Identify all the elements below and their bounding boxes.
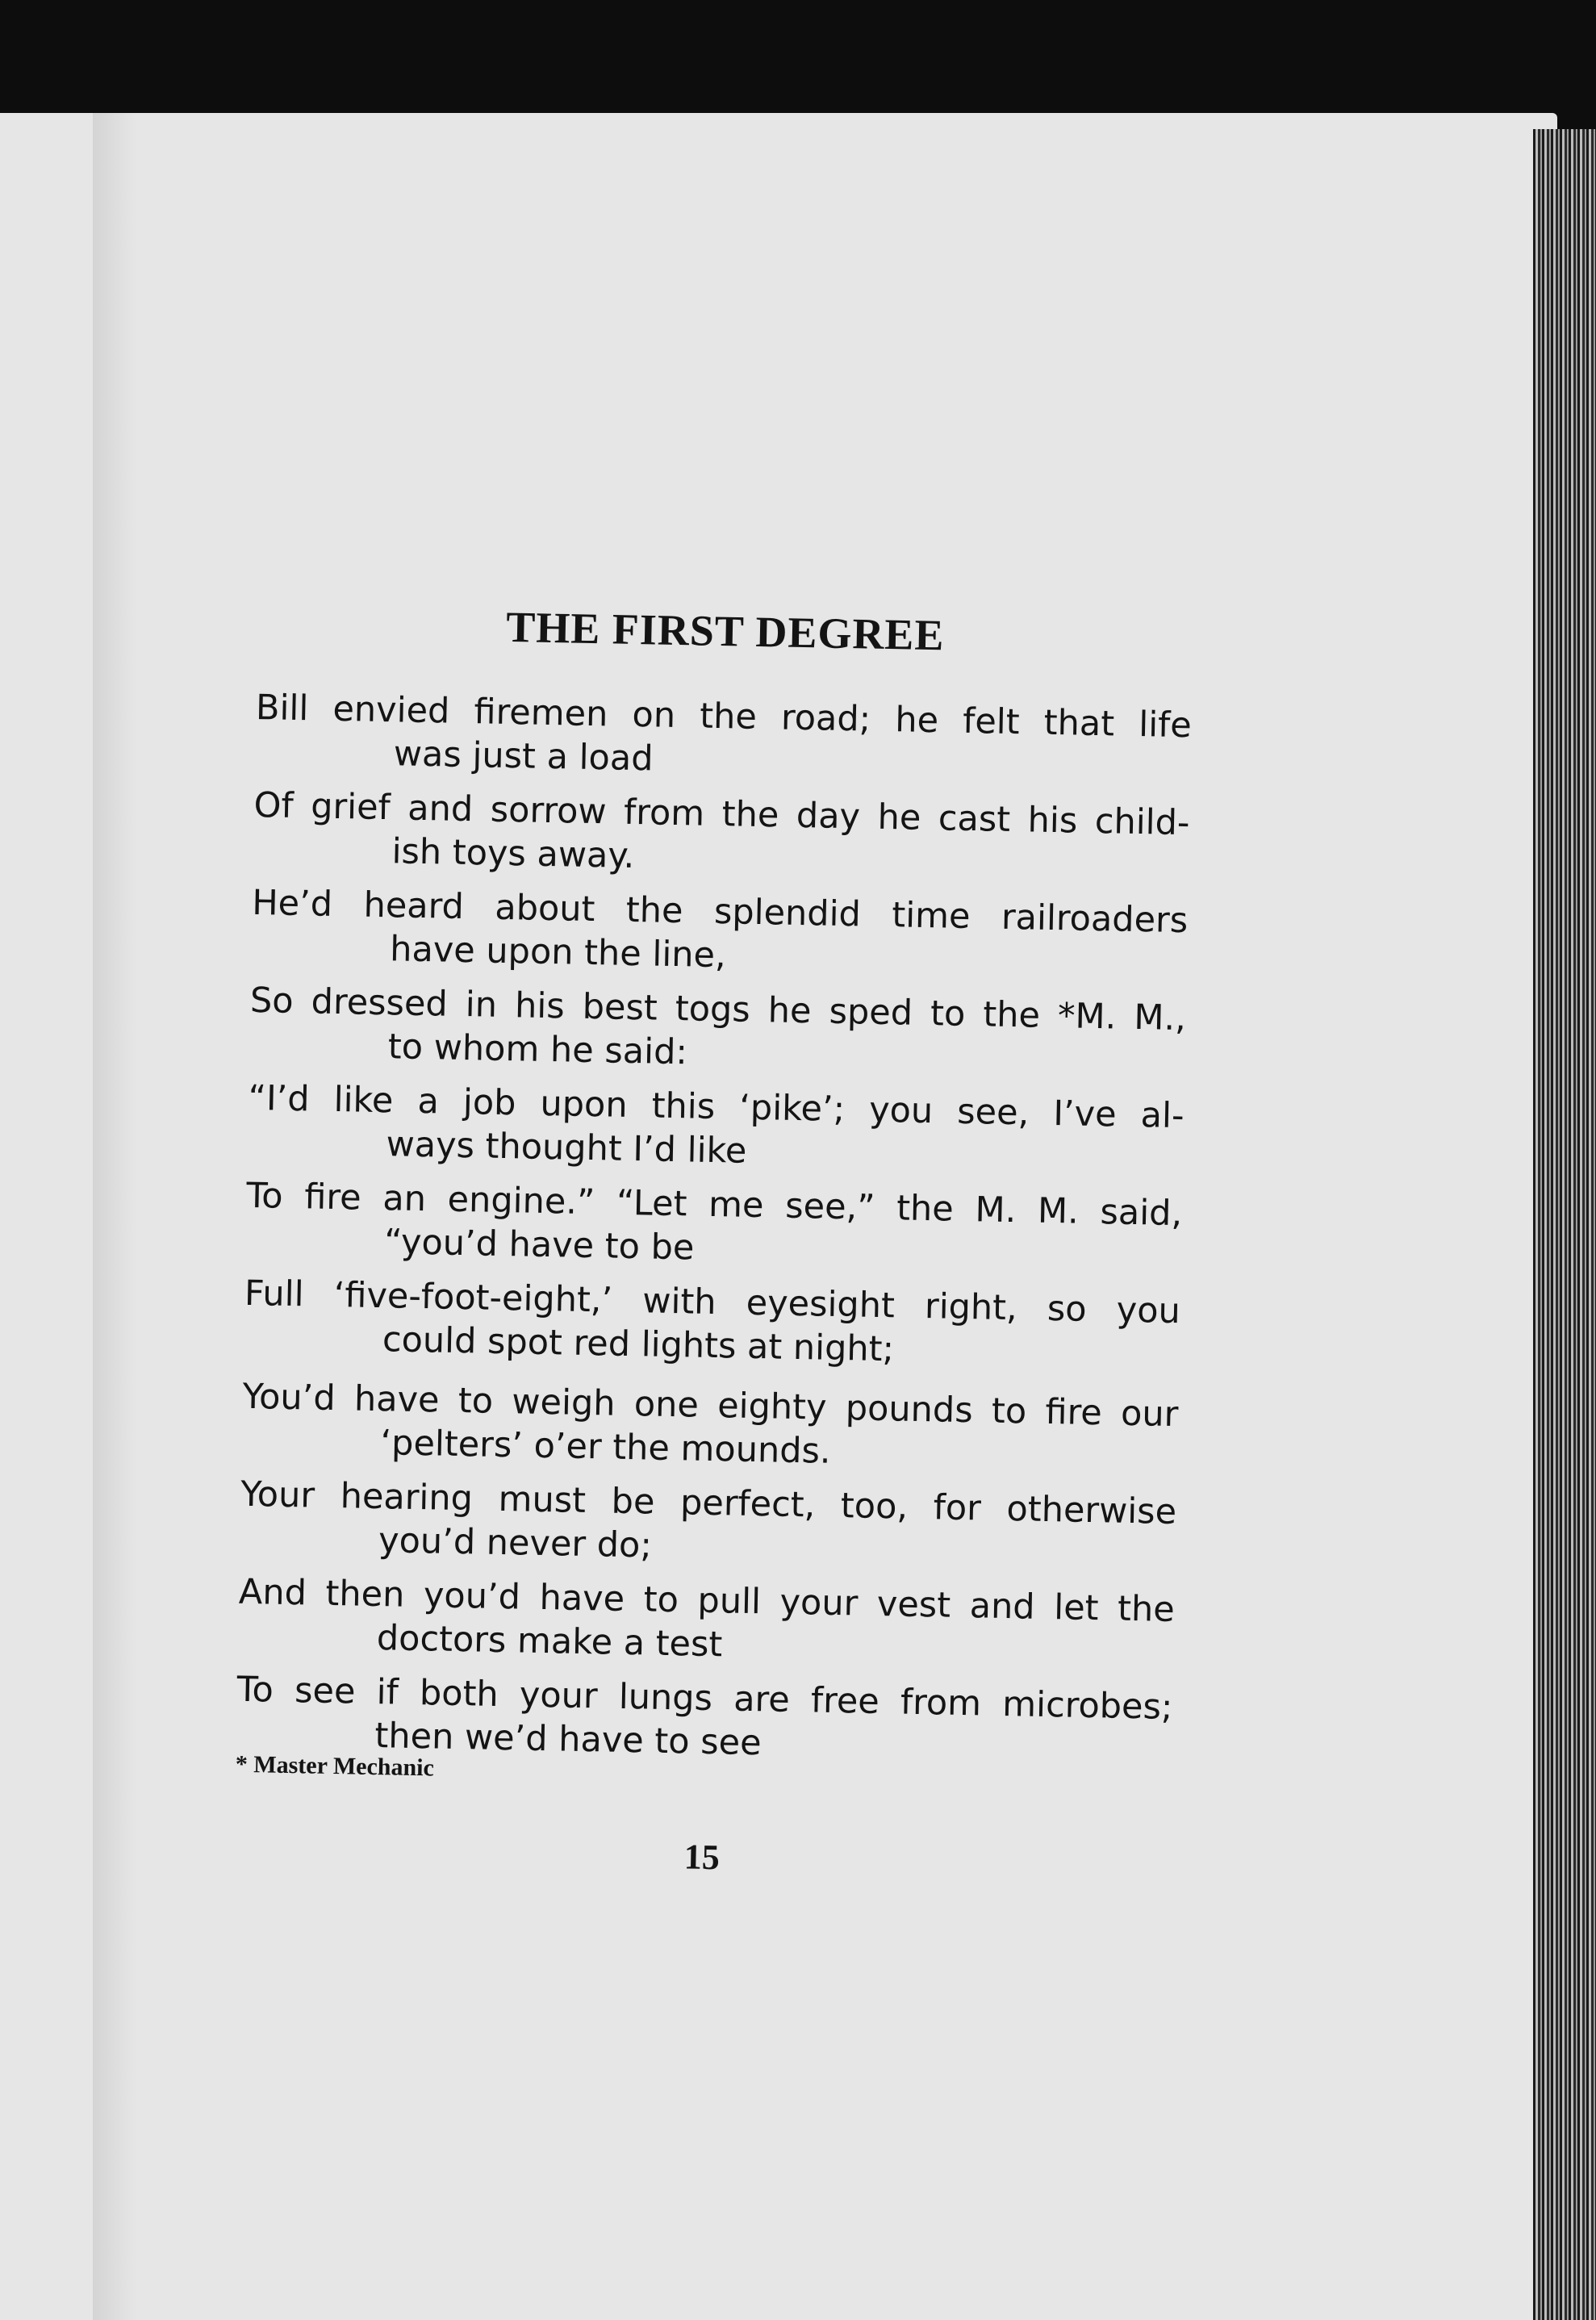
poem-couplet <box>254 686 1192 801</box>
poem-title: THE FIRST DEGREE <box>505 602 946 660</box>
poem-couplet <box>251 881 1189 997</box>
poem-line-continuation: could spot red lights at night; <box>382 1319 895 1370</box>
poem-line-continuation: ‘pelters’ o’er the mounds. <box>380 1423 832 1472</box>
page-gutter <box>93 113 136 2320</box>
poem-couplet <box>253 784 1190 899</box>
poem-line-continuation: then we’d have to see <box>374 1716 762 1764</box>
poem-line: Bill envied firemen on the road; he felt that life <box>255 687 1193 746</box>
poem-line: Of grief and sorrow from the day he cast his child- <box>253 784 1190 844</box>
page-number: 15 <box>683 1837 721 1878</box>
poem-line-continuation: to whom he said: <box>387 1026 688 1073</box>
poem-couplet <box>239 1473 1176 1588</box>
poem-line: “I’d like a job upon this ‘pike’; you see, I’ve al- <box>248 1077 1184 1137</box>
page-content <box>232 581 1193 1971</box>
poem-couplet <box>243 1272 1180 1393</box>
poem-couplet <box>237 1570 1175 1686</box>
poem-couplet <box>245 1174 1183 1290</box>
poem-couplet <box>241 1375 1179 1490</box>
poem-couplet <box>247 1076 1184 1192</box>
poem-line: To fire an engine.” “Let me see,” the M. M. said, <box>245 1175 1183 1235</box>
poem-line: Your hearing must be perfect, too, for otherwise <box>240 1474 1177 1533</box>
poem-line: And then you’d have to pull your vest and let the <box>238 1571 1176 1631</box>
poem-line-continuation: doctors make a test <box>376 1618 723 1666</box>
poem-line-continuation: ways thought I’d like <box>386 1124 747 1172</box>
page-edge-stack <box>1533 129 1596 2320</box>
poem-line-continuation: have upon the line, <box>389 929 727 976</box>
poem-line-continuation: you’d never do; <box>378 1520 653 1566</box>
poem-line-continuation: was just a load <box>393 734 654 780</box>
poem-line-continuation: ish toys away. <box>391 831 635 877</box>
poem-line: You’d have to weigh one eighty pounds to fire our <box>242 1376 1179 1436</box>
poem-line: So dressed in his best togs he sped to the *M. M., <box>249 980 1187 1039</box>
poem-line-continuation: “you’d have to be <box>383 1222 695 1269</box>
footnote: * Master Mechanic <box>235 1750 435 1782</box>
poem-line: Full ‘five-foot-eight,’ with eyesight right, so you <box>244 1273 1181 1332</box>
poem-line: To see if both your lungs are free from microbes; <box>236 1669 1173 1729</box>
poem-line: He’d heard about the splendid time railroaders <box>251 882 1189 942</box>
poem-couplet <box>249 979 1186 1094</box>
poem-body <box>236 686 1192 1783</box>
